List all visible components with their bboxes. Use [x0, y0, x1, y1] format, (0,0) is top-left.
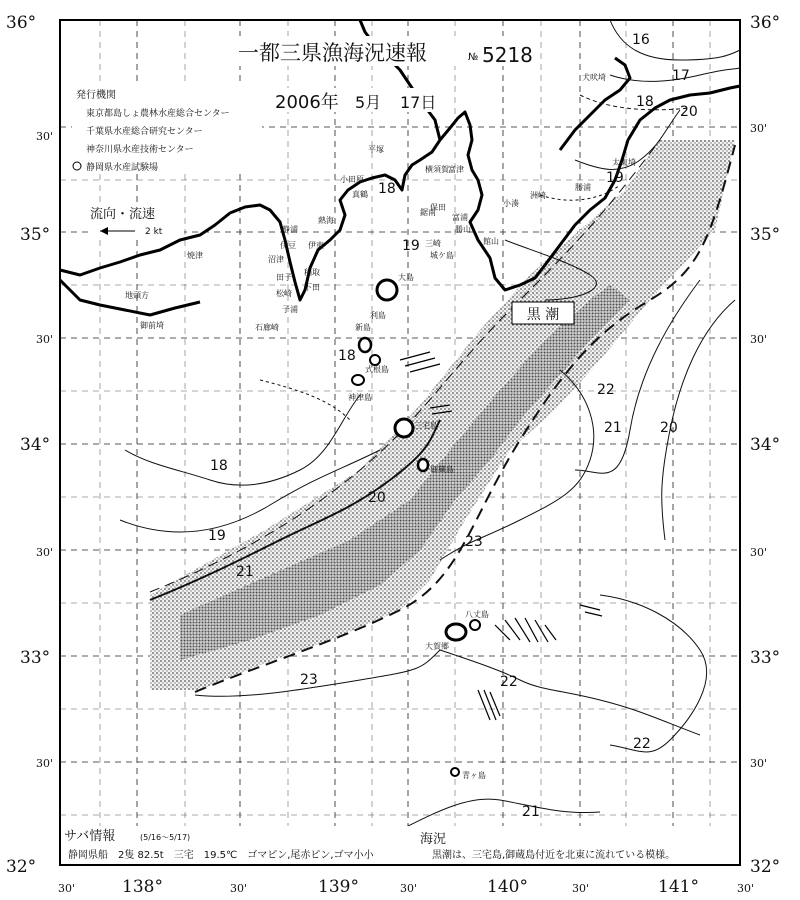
saba-period: (5/16〜5/17)	[140, 833, 191, 842]
isotherm-label: 20	[660, 420, 678, 436]
isotherm-label: 18	[210, 458, 228, 474]
report-date-month: 5月	[355, 93, 382, 112]
lon-label: 141°	[658, 877, 699, 897]
lat-label: 30'	[36, 546, 54, 559]
lat-label: 32°	[6, 857, 37, 877]
place-label: 八丈島	[465, 610, 489, 619]
place-label: 洲崎	[530, 191, 546, 200]
publisher-item: 神奈川県水産技術センター	[86, 145, 194, 155]
isotherm-label: 23	[465, 534, 483, 550]
place-label: 子浦	[282, 305, 298, 314]
current-legend-label: 流向・流速	[90, 207, 156, 222]
lat-label: 30'	[36, 333, 54, 346]
place-label: 伊東	[308, 241, 324, 250]
place-label: 大賀郷	[425, 642, 449, 651]
kaikyo-heading: 海況	[420, 832, 447, 847]
place-label: 三崎	[425, 239, 441, 248]
saba-line: 静岡県船 2隻 82.5t 三宅 19.5℃ ゴマピン,尾赤ピン,ゴマ小小	[68, 850, 374, 861]
lat-label-right: 32°	[750, 857, 781, 877]
place-label: 利島	[370, 311, 386, 320]
kaikyo-line: 黒潮は、三宅島,御蔵島付近を北東に流れている模様。	[432, 850, 676, 861]
lon-label: 139°	[318, 877, 359, 897]
lat-label-right: 30'	[750, 333, 768, 346]
place-label: 御蔵島	[430, 465, 454, 474]
lat-label: 35°	[20, 225, 51, 245]
place-label: 熱海	[318, 216, 334, 225]
lat-label-right: 30'	[750, 122, 768, 135]
place-label: 鋸南	[420, 208, 436, 217]
place-label: 新島	[355, 323, 371, 332]
place-label: 富津	[448, 165, 464, 174]
isotherm-label: 23	[300, 672, 318, 688]
place-label: 神津島	[348, 393, 372, 402]
isotherm-label: 18	[338, 348, 356, 364]
isotherm-label: 20	[680, 104, 698, 120]
report-date-year: 2006年	[275, 92, 339, 113]
report-no-label: №	[468, 52, 479, 63]
report-no: 5218	[482, 43, 533, 67]
lat-label: 30'	[36, 130, 54, 143]
place-label: 青ヶ島	[462, 771, 486, 780]
publishers-heading: 発行機関	[76, 90, 116, 101]
lat-label-right: 36°	[750, 13, 781, 33]
place-label: 焼津	[187, 251, 203, 260]
isotherm-label: 18	[636, 94, 654, 110]
isotherm-label: 18	[378, 181, 396, 197]
place-label: 伊豆	[280, 241, 296, 250]
place-label: 横須賀	[425, 165, 449, 174]
place-label: 大島	[398, 273, 414, 282]
place-label: 地頭方	[125, 291, 149, 300]
lon-label: 140°	[487, 877, 528, 897]
lat-label: 33°	[20, 648, 51, 668]
lon-label: 30'	[230, 882, 248, 895]
longitude-labels	[58, 877, 754, 897]
place-label: 沼津	[268, 255, 284, 264]
place-label: 太東埼	[612, 158, 636, 167]
lon-label: 30'	[572, 882, 590, 895]
place-label: 三宅島	[414, 421, 438, 430]
isotherm-label: 22	[633, 736, 651, 752]
lon-label: 30'	[737, 882, 755, 895]
place-label: 保田	[430, 203, 446, 212]
lat-label-right: 30'	[750, 757, 768, 770]
isotherm-label: 22	[500, 674, 518, 690]
lat-label: 34°	[20, 435, 51, 455]
lon-label: 30'	[400, 882, 418, 895]
place-label: 石廊崎	[255, 323, 279, 332]
lat-label-right: 30'	[750, 546, 768, 559]
isotherm-label: 19	[606, 170, 624, 186]
isotherm-label: 19	[402, 238, 420, 254]
place-label: 富浦	[452, 213, 468, 222]
place-label: 田子	[276, 273, 292, 282]
place-label: 小田原	[340, 175, 364, 184]
place-label: 稲取	[304, 268, 320, 277]
report-title: 一都三県漁海況速報	[238, 41, 427, 65]
publisher-item: 静岡県水産試験場	[86, 163, 159, 173]
saba-heading: サバ情報	[64, 829, 116, 844]
isotherm-label: 22	[597, 382, 615, 398]
isotherm-label: 21	[236, 564, 254, 580]
report-date-day: 17日	[400, 93, 437, 112]
isotherm-label: 21	[604, 420, 622, 436]
place-label: 勝浦	[575, 183, 591, 192]
lat-label: 30'	[36, 757, 54, 770]
lat-label: 36°	[6, 13, 37, 33]
place-label: 式根島	[365, 365, 389, 374]
isotherm-label: 20	[368, 490, 386, 506]
lon-label: 138°	[122, 877, 163, 897]
place-label: 御前埼	[140, 321, 164, 330]
place-label: 真鶴	[352, 190, 368, 199]
isotherm-label: 17	[672, 68, 690, 84]
isotherm-label: 21	[522, 804, 540, 820]
kuroshio-label: 黒 潮	[526, 307, 560, 323]
place-label: 犬吠埼	[582, 73, 606, 82]
publisher-bullet-icon	[73, 162, 81, 170]
lat-label-right: 34°	[750, 435, 781, 455]
isotherm-label: 19	[208, 528, 226, 544]
publisher-item: 千葉県水産総合研究センター	[86, 127, 203, 137]
place-label: 静浦	[282, 225, 298, 234]
lat-label-right: 35°	[750, 225, 781, 245]
place-label: 城ケ島	[430, 251, 454, 260]
place-label: 平塚	[368, 145, 384, 154]
lon-label: 30'	[58, 882, 76, 895]
place-label: 下田	[304, 283, 320, 292]
lat-label-right: 33°	[750, 648, 781, 668]
place-label: 松崎	[276, 289, 292, 298]
current-legend-speed: 2 kt	[145, 227, 163, 237]
place-label: 勝山	[455, 225, 471, 234]
place-label: 小湊	[503, 199, 519, 208]
publisher-item: 東京都島しょ農林水産総合センター	[86, 109, 230, 119]
isotherm-label: 16	[632, 32, 650, 48]
place-label: 館山	[483, 237, 499, 246]
